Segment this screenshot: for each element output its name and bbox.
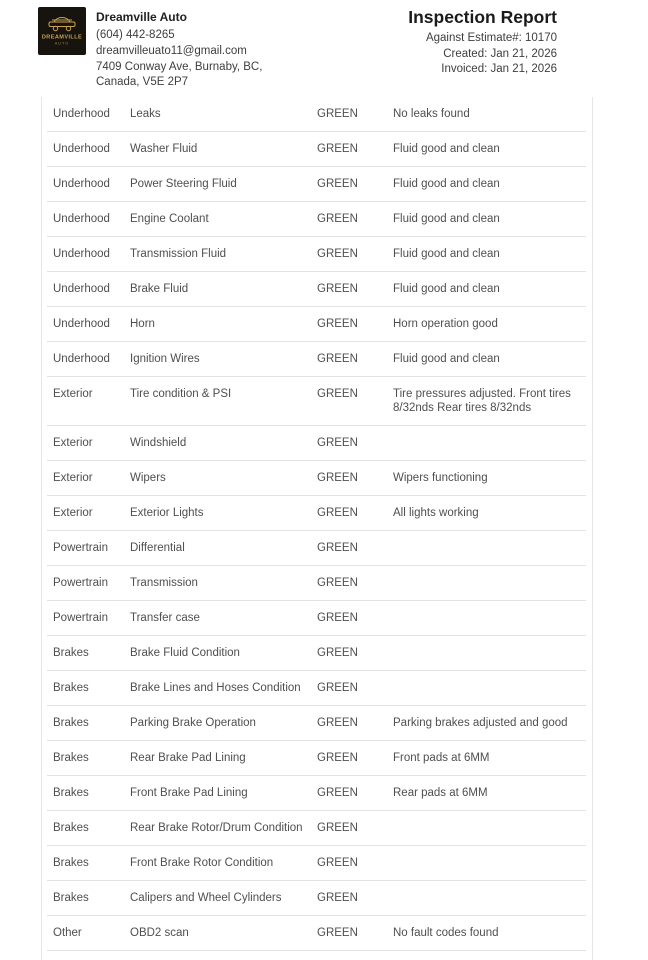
cell-note: Rear pads at 6MM [393,787,488,799]
table-row [47,671,586,706]
cell-status: GREEN [317,318,358,330]
cell-category: Underhood [53,353,110,365]
cell-item: Front Brake Pad Lining [130,787,248,799]
cell-status: GREEN [317,437,358,449]
cell-category: Underhood [53,283,110,295]
company-address-line1: 7409 Conway Ave, Burnaby, BC, [96,60,263,73]
cell-category: Underhood [53,213,110,225]
cell-category: Other [53,927,82,939]
company-logo [38,7,86,55]
cell-status: GREEN [317,542,358,554]
cell-note: Front pads at 6MM [393,752,490,764]
cell-status: GREEN [317,612,358,624]
cell-status: GREEN [317,353,358,365]
company-phone: (604) 442-8265 [96,29,175,41]
cell-category: Brakes [53,682,89,694]
cell-status: GREEN [317,647,358,659]
cell-status: GREEN [317,682,358,694]
table-row [47,426,586,461]
cell-status: GREEN [317,472,358,484]
inspection-table [41,97,593,960]
report-title: Inspection Report [408,7,557,27]
cell-status: GREEN [317,717,358,729]
cell-status: GREEN [317,283,358,295]
cell-category: Brakes [53,822,89,834]
cell-category: Brakes [53,787,89,799]
cell-note: No leaks found [393,108,470,120]
cell-item: Leaks [130,108,161,120]
cell-item: Transmission Fluid [130,248,227,260]
table-row [47,167,586,202]
cell-item: Differential [130,542,185,554]
table-row [47,342,586,377]
cell-item: OBD2 scan [130,927,189,939]
cell-item: Calipers and Wheel Cylinders [130,892,282,904]
cell-item: Windshield [130,437,187,449]
cell-category: Brakes [53,717,89,729]
table-row [47,377,586,426]
company-address-line2: Canada, V5E 2P7 [96,76,189,89]
cell-note: No fault codes found [393,927,499,939]
cell-status: GREEN [317,388,358,400]
cell-status: GREEN [317,507,358,519]
cell-note: Wipers functioning [393,472,488,484]
cell-note: Tire pressures adjusted. Front tires 8/32nds Rear tires 8/32nds [393,388,571,414]
cell-status: GREEN [317,108,358,120]
cell-category: Brakes [53,647,89,659]
company-info [96,9,262,91]
cell-item: Horn [130,318,155,330]
table-row [47,881,586,916]
cell-status: GREEN [317,927,358,939]
cell-category: Underhood [53,178,110,190]
table-row [47,97,586,132]
table-row [47,566,586,601]
cell-category: Underhood [53,248,110,260]
table-row [47,496,586,531]
cell-status: GREEN [317,752,358,764]
table-row [47,601,586,636]
cell-item: Engine Coolant [130,213,209,225]
cell-item: Ignition Wires [130,353,200,365]
cell-status: GREEN [317,857,358,869]
cell-item: Rear Brake Rotor/Drum Condition [130,822,303,834]
cell-category: Exterior [53,437,93,449]
cell-note: All lights working [393,507,479,519]
table-row [47,307,586,342]
report-created-line: Created: Jan 21, 2026 [443,47,557,60]
table-row [47,741,586,776]
table-row [47,461,586,496]
table-row [47,202,586,237]
cell-category: Powertrain [53,577,108,589]
cell-item: Rear Brake Pad Lining [130,752,246,764]
cell-category: Brakes [53,892,89,904]
table-row [47,846,586,881]
table-row [47,132,586,167]
table-row [47,237,586,272]
cell-note: Fluid good and clean [393,143,500,155]
cell-item: Front Brake Rotor Condition [130,857,274,869]
cell-status: GREEN [317,892,358,904]
cell-category: Underhood [53,108,110,120]
logo-wordmark: DREAMVILLE [41,34,83,41]
table-row [47,776,586,811]
table-row [47,811,586,846]
company-name: Dreamville Auto [96,10,187,24]
company-email: dreamvilleuato11@gmail.com [96,44,247,57]
cell-category: Powertrain [53,542,108,554]
cell-item: Brake Lines and Hoses Condition [130,682,301,694]
cell-note: Fluid good and clean [393,213,500,225]
cell-category: Brakes [53,752,89,764]
cell-status: GREEN [317,822,358,834]
table-row [47,636,586,671]
cell-category: Underhood [53,318,110,330]
cell-status: GREEN [317,178,358,190]
cell-item: Transmission [130,577,198,589]
cell-item: Exterior Lights [130,507,204,519]
inspection-table-body [42,97,592,951]
cell-note: Parking brakes adjusted and good [393,717,568,729]
cell-status: GREEN [317,577,358,589]
cell-note: Fluid good and clean [393,178,500,190]
cell-note: Fluid good and clean [393,353,500,365]
cell-note: Fluid good and clean [393,248,500,260]
logo-subtext: AUTO [54,41,70,46]
cell-category: Powertrain [53,612,108,624]
cell-item: Brake Fluid Condition [130,647,240,659]
company-logo-image [38,7,86,55]
cell-status: GREEN [317,143,358,155]
report-estimate-line: Against Estimate#: 10170 [425,32,557,44]
cell-category: Exterior [53,388,93,400]
cell-note: Fluid good and clean [393,283,500,295]
cell-item: Brake Fluid [130,283,189,295]
report-header [408,6,557,78]
report-invoiced-line: Invoiced: Jan 21, 2026 [441,63,557,75]
table-row [47,706,586,741]
cell-category: Brakes [53,857,89,869]
cell-item: Tire condition & PSI [130,388,232,400]
cell-category: Exterior [53,507,93,519]
cell-status: GREEN [317,248,358,260]
cell-category: Underhood [53,143,110,155]
table-row [47,272,586,307]
cell-status: GREEN [317,787,358,799]
cell-item: Power Steering Fluid [130,178,237,190]
cell-category: Exterior [53,472,93,484]
cell-item: Parking Brake Operation [130,717,256,729]
cell-status: GREEN [317,213,358,225]
cell-item: Transfer case [130,612,200,624]
cell-note: Horn operation good [393,318,498,330]
table-row [47,916,586,951]
table-row [47,531,586,566]
cell-item: Wipers [130,472,166,484]
cell-item: Washer Fluid [130,143,198,155]
